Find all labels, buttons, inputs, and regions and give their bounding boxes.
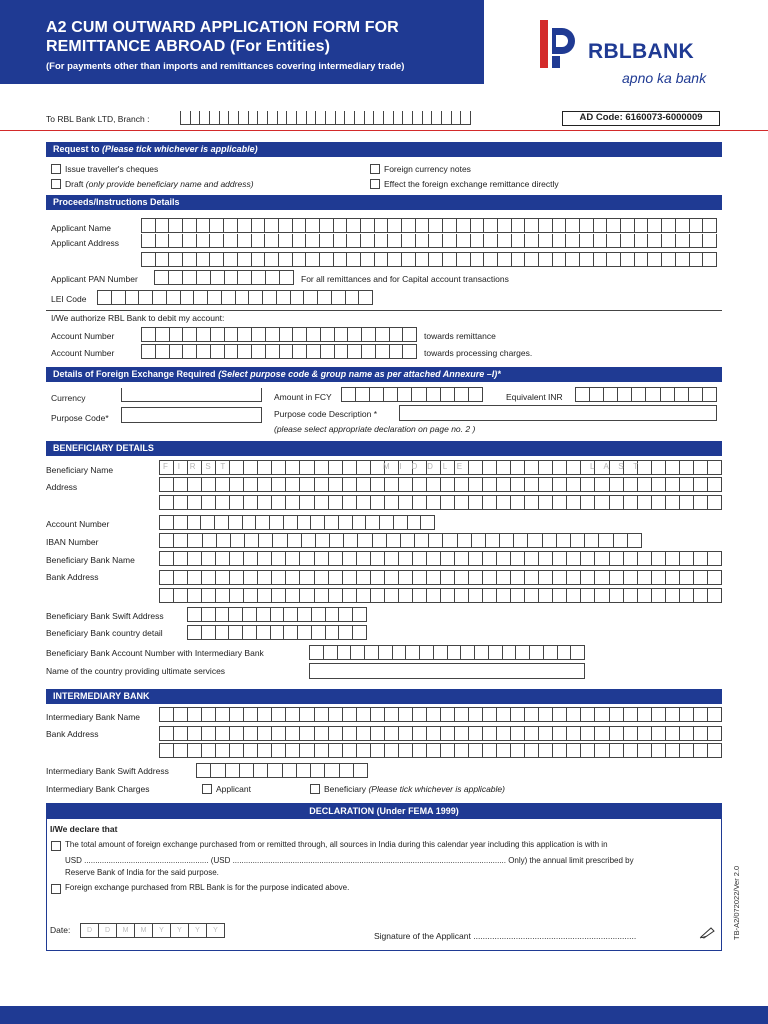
date-day-2: D (99, 924, 117, 938)
section-request-title: Request to (53, 144, 100, 154)
form-subtitle: (For payments other than imports and remittances covering intermediary trade) (46, 61, 405, 72)
declaration-title: DECLARATION (Under FEMA 1999) (47, 804, 721, 819)
purpose-desc-input[interactable] (399, 405, 717, 421)
option-travellers-cheques: Issue traveller's cheques (65, 164, 159, 174)
beneficiary-country-input[interactable] (187, 625, 367, 640)
date-label: Date: (50, 925, 71, 935)
checkbox-charges-beneficiary[interactable] (310, 784, 320, 794)
declaration-item1-line2: USD ........................................................ (USD ........................................................................................................................... Only) the annual limit prescribed by (65, 856, 634, 865)
option-draft (65, 179, 254, 189)
beneficiary-name-label: Beneficiary Name (46, 465, 114, 475)
section-proceeds (46, 195, 722, 210)
pan-label: Applicant PAN Number (51, 274, 138, 284)
rbl-logo-mark-icon (538, 18, 582, 70)
branch-label: To RBL Bank LTD, Branch : (46, 114, 150, 124)
charges-account-input[interactable] (141, 344, 417, 359)
charges-applicant-label: Applicant (216, 784, 251, 794)
form-title-line1: A2 CUM OUTWARD APPLICATION FORM FOR (46, 19, 399, 36)
name-hint-last: L A S T (590, 462, 642, 471)
date-month-2: M (135, 924, 153, 938)
equivalent-inr-label: Equivalent INR (506, 392, 563, 402)
section-beneficiary (46, 441, 722, 456)
currency-label: Currency (51, 393, 86, 403)
purpose-code-label: Purpose Code* (51, 413, 109, 423)
applicant-address-input-1[interactable] (141, 234, 717, 248)
equivalent-inr-input[interactable] (575, 387, 717, 402)
section-request (46, 142, 722, 157)
amount-fcy-input[interactable] (341, 387, 483, 402)
date-day-1: D (81, 924, 99, 938)
option-draft-label: Draft (65, 179, 84, 189)
section-fx-title: Details of Foreign Exchange Required (53, 369, 216, 379)
name-hint-middle: M I D D L E (383, 462, 466, 471)
section-fx (46, 367, 722, 382)
beneficiary-address-input-2[interactable] (159, 495, 722, 510)
charges-beneficiary-label (324, 784, 505, 794)
signature-label: Signature of the Applicant ..................................................................... (374, 931, 637, 941)
option-direct-remittance: Effect the foreign exchange remittance directly (384, 179, 559, 189)
intermediary-account-label: Beneficiary Bank Account Number with Intermediary Bank (46, 648, 264, 658)
charges-beneficiary-text: Beneficiary (324, 784, 367, 794)
beneficiary-swift-label: Beneficiary Bank Swift Address (46, 611, 164, 621)
beneficiary-country-label: Beneficiary Bank country detail (46, 628, 163, 638)
applicant-name-label: Applicant Name (51, 223, 112, 233)
checkbox-direct-remittance[interactable] (370, 179, 380, 189)
signature-pen-icon (699, 925, 717, 939)
ultimate-country-input[interactable] (309, 663, 585, 679)
name-hint-first: F I R S T (163, 462, 230, 471)
logo-tagline: apno ka bank (622, 70, 707, 86)
date-month-1: M (117, 924, 135, 938)
beneficiary-bank-address-input-2[interactable] (159, 588, 722, 603)
section-intermediary (46, 689, 722, 704)
beneficiary-bank-name-input[interactable] (159, 551, 722, 566)
purpose-code-input[interactable] (121, 407, 262, 423)
date-year-2: Y (171, 924, 189, 938)
declaration-item1-line3: Reserve Bank of India for the said purpose. (65, 868, 219, 877)
beneficiary-swift-input[interactable] (187, 607, 367, 622)
header-divider (0, 130, 768, 131)
pan-note: For all remittances and for Capital account transactions (301, 274, 509, 284)
debit-account-input[interactable] (141, 327, 417, 342)
section-fx-note: (Select purpose code & group name as per attached Annexure –I)* (218, 369, 501, 379)
beneficiary-address-label: Address (46, 482, 78, 492)
declaration-intro: I/We declare that (50, 824, 118, 834)
account-note-1: towards remittance (424, 331, 496, 341)
checkbox-travellers-cheques[interactable] (51, 164, 61, 174)
form-version-code: TB-A2/072022/Ver 2.0 (732, 865, 741, 940)
beneficiary-bank-address-label: Bank Address (46, 572, 99, 582)
proceeds-divider (46, 310, 722, 311)
section-intermediary-title: INTERMEDIARY BANK (53, 691, 150, 701)
footer-bar (0, 1006, 768, 1024)
checkbox-foreign-currency-notes[interactable] (370, 164, 380, 174)
declaration-item1-line1: The total amount of foreign exchange purchased from or remitted through, all sources in India during this calendar year including this application is with in (65, 840, 608, 849)
option-foreign-currency-notes: Foreign currency notes (384, 164, 471, 174)
ad-code-box: AD Code: 6160073-6000009 (562, 111, 720, 126)
applicant-name-input[interactable] (141, 218, 717, 233)
form-header-banner (0, 0, 484, 84)
amount-fcy-label: Amount in FCY (274, 392, 332, 402)
date-year-4: Y (207, 924, 225, 938)
intermediary-address-input-2[interactable] (159, 743, 722, 758)
intermediary-account-input[interactable] (309, 645, 585, 660)
section-proceeds-title: Proceeds/Instructions Details (53, 197, 180, 207)
applicant-address-input-2[interactable] (141, 252, 717, 267)
intermediary-address-input-1[interactable] (159, 726, 722, 741)
form-title-line2: REMITTANCE ABROAD (For Entities) (46, 38, 331, 55)
checkbox-declaration-1[interactable] (51, 841, 61, 851)
charges-note: (Please tick whichever is applicable) (368, 784, 505, 794)
declaration-item2: Foreign exchange purchased from RBL Bank is for the purpose indicated above. (65, 883, 350, 892)
date-input[interactable] (80, 923, 225, 938)
section-request-note: (Please tick whichever is applicable) (102, 144, 258, 154)
pan-input[interactable] (154, 270, 294, 285)
intermediary-swift-input[interactable] (196, 763, 368, 778)
authorize-text: I/We authorize RBL Bank to debit my account: (51, 313, 225, 323)
account-note-2: towards processing charges. (424, 348, 533, 358)
intermediary-swift-label: Intermediary Bank Swift Address (46, 766, 169, 776)
declaration-box (46, 803, 722, 951)
checkbox-draft[interactable] (51, 179, 61, 189)
checkbox-charges-applicant[interactable] (202, 784, 212, 794)
date-year-1: Y (153, 924, 171, 938)
lei-input[interactable] (97, 290, 373, 305)
currency-input[interactable] (121, 388, 262, 402)
beneficiary-address-input-1[interactable] (159, 477, 722, 492)
lei-label: LEI Code (51, 294, 87, 304)
checkbox-declaration-2[interactable] (51, 884, 61, 894)
purpose-note: (please select appropriate declaration on page no. 2 ) (274, 424, 476, 434)
rbl-bank-logo (538, 18, 728, 88)
logo-bank-name: RBLBANK (588, 40, 694, 63)
account-number-label-2: Account Number (51, 348, 115, 358)
ultimate-country-label: Name of the country providing ultimate services (46, 666, 226, 676)
section-beneficiary-title: BENEFICIARY DETAILS (53, 443, 154, 453)
intermediary-name-label: Intermediary Bank Name (46, 712, 141, 722)
applicant-address-label: Applicant Address (51, 238, 120, 248)
beneficiary-account-label: Account Number (46, 519, 110, 529)
intermediary-address-label: Bank Address (46, 729, 99, 739)
beneficiary-bank-address-input-1[interactable] (159, 570, 722, 585)
intermediary-name-input[interactable] (159, 707, 722, 722)
iban-input[interactable] (159, 533, 642, 548)
beneficiary-account-input[interactable] (159, 515, 435, 530)
option-draft-note: (only provide beneficiary name and address) (85, 179, 254, 189)
intermediary-charges-label: Intermediary Bank Charges (46, 784, 150, 794)
beneficiary-bank-name-label: Beneficiary Bank Name (46, 555, 135, 565)
iban-label: IBAN Number (46, 537, 99, 547)
branch-input[interactable] (180, 111, 471, 125)
account-number-label-1: Account Number (51, 331, 115, 341)
purpose-desc-label: Purpose code Description * (274, 409, 378, 419)
date-year-3: Y (189, 924, 207, 938)
